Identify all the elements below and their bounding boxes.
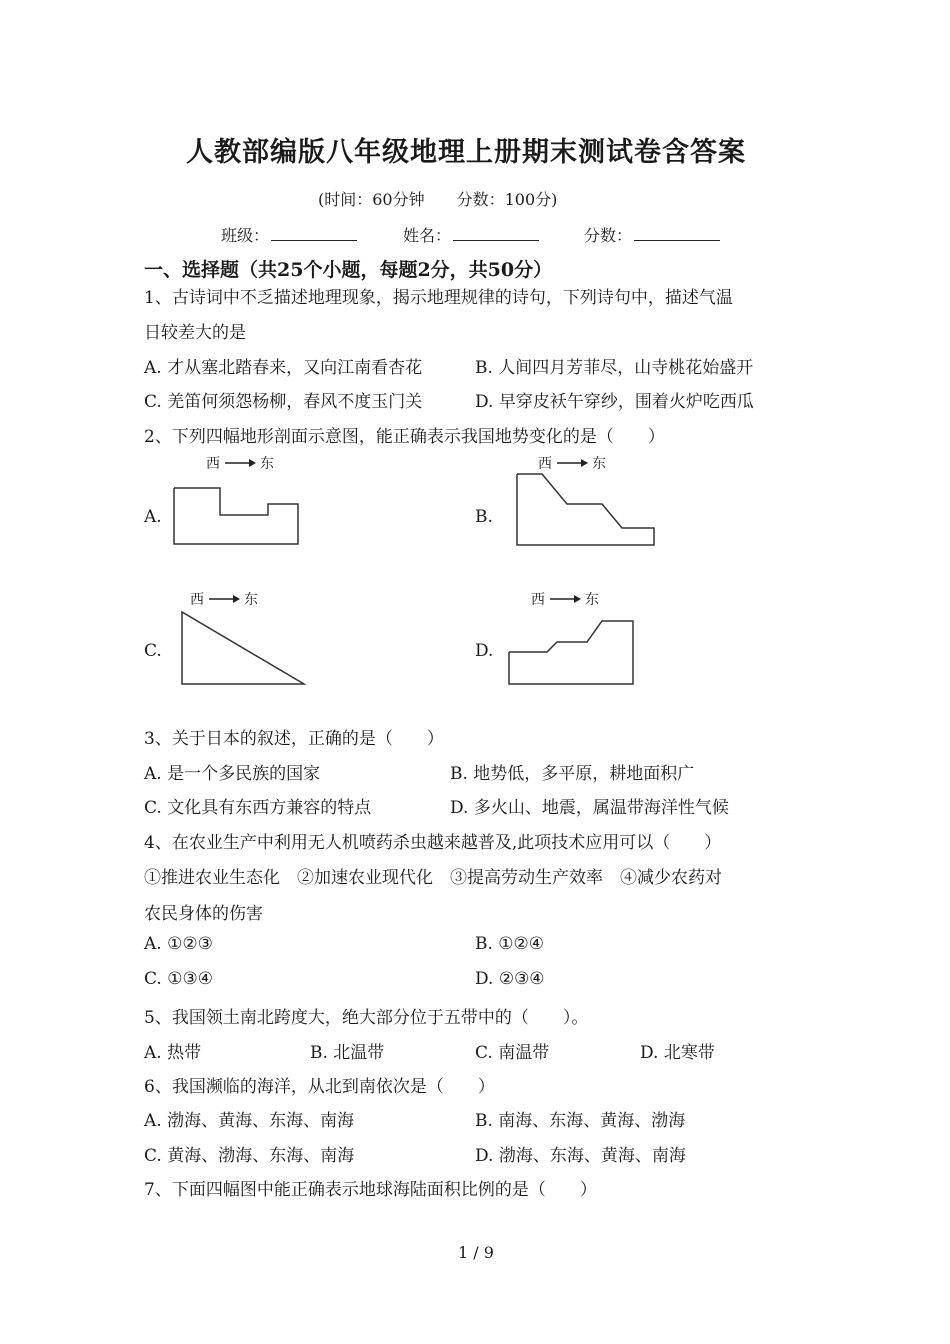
q4-option-b: B. ①②④ bbox=[475, 934, 545, 954]
profile-d-figure bbox=[505, 588, 640, 688]
q5-option-a: A. 热带 bbox=[144, 1043, 202, 1063]
q2-option-a-label: A. bbox=[144, 507, 162, 527]
profile-b-west: 西 bbox=[538, 456, 552, 472]
q6-option-d: D. 渤海、东海、黄海、南海 bbox=[475, 1146, 686, 1166]
section-heading: 一、选择题（共25个小题，每题2分，共50分） bbox=[144, 259, 553, 281]
q4-option-d: D. ②③④ bbox=[475, 969, 545, 989]
profile-a-west: 西 bbox=[206, 456, 220, 472]
profile-c-figure bbox=[178, 588, 313, 688]
q7-stem: 7、下面四幅图中能正确表示地球海陆面积比例的是（ ） bbox=[144, 1180, 597, 1200]
q1-option-a: A. 才从塞北踏春来，又向江南看杏花 bbox=[144, 358, 423, 378]
q3-option-a: A. 是一个多民族的国家 bbox=[144, 764, 321, 784]
q1-option-d: D. 早穿皮袄午穿纱，围着火炉吃西瓜 bbox=[475, 392, 754, 412]
profile-b-figure bbox=[512, 452, 662, 552]
q5-option-c: C. 南温带 bbox=[475, 1043, 550, 1063]
score-field bbox=[584, 223, 720, 246]
profile-d-east: 东 bbox=[585, 592, 599, 608]
q5-stem: 5、我国领土南北跨度大，绝大部分位于五带中的（ ）。 bbox=[144, 1008, 589, 1028]
page-title: 人教部编版八年级地理上册期末测试卷含答案 bbox=[186, 137, 746, 168]
q4-options-line1: ①推进农业生态化 ②加速农业现代化 ③提高劳动生产效率 ④减少农药对 bbox=[144, 868, 722, 888]
class-label: 班级： bbox=[221, 226, 270, 245]
profile-c-arrow-head bbox=[233, 595, 240, 603]
q2-stem: 2、下列四幅地形剖面示意图，能正确表示我国地势变化的是（ ） bbox=[144, 427, 665, 447]
q6-option-c: C. 黄海、渤海、东海、南海 bbox=[144, 1146, 355, 1166]
q3-option-b: B. 地势低，多平原，耕地面积广 bbox=[450, 764, 695, 784]
profile-c-west: 西 bbox=[190, 592, 204, 608]
q2-option-b-label: B. bbox=[475, 507, 493, 527]
name-blank bbox=[453, 226, 539, 241]
q5-option-d: D. 北寒带 bbox=[640, 1043, 715, 1063]
page-number: 1 / 9 bbox=[458, 1243, 494, 1262]
q5-option-b: B. 北温带 bbox=[310, 1043, 385, 1063]
profile-a-figure bbox=[170, 452, 305, 552]
q3-stem: 3、关于日本的叙述，正确的是（ ） bbox=[144, 729, 444, 749]
profile-b-arrow-head bbox=[581, 459, 588, 467]
q6-option-a: A. 渤海、黄海、东海、南海 bbox=[144, 1111, 355, 1131]
q6-stem: 6、我国濒临的海洋，从北到南依次是（ ） bbox=[144, 1077, 495, 1097]
profile-a-arrow-head bbox=[249, 459, 256, 467]
q1-stem-line2: 日较差大的是 bbox=[144, 323, 246, 343]
class-field bbox=[221, 223, 357, 246]
name-label: 姓名： bbox=[403, 226, 452, 245]
class-blank bbox=[271, 226, 357, 241]
q4-stem: 4、在农业生产中利用无人机喷药杀虫越来越普及,此项技术应用可以（ ） bbox=[144, 833, 722, 853]
exam-info: (时间：60分钟 分数：100分) bbox=[318, 190, 558, 209]
q4-option-c: C. ①③④ bbox=[144, 969, 213, 989]
q1-option-b: B. 人间四月芳菲尽，山寺桃花始盛开 bbox=[475, 358, 754, 378]
profile-b-shape bbox=[517, 474, 654, 545]
score-blank bbox=[634, 226, 720, 241]
name-field bbox=[403, 223, 539, 246]
profile-b-east: 东 bbox=[592, 456, 606, 472]
profile-a-shape bbox=[174, 488, 298, 544]
q4-options-line2: 农民身体的伤害 bbox=[144, 904, 263, 924]
q2-option-c-label: C. bbox=[144, 641, 162, 661]
q1-stem-line1: 1、古诗词中不乏描述地理现象，揭示地理规律的诗句，下列诗句中，描述气温 bbox=[144, 288, 733, 308]
profile-c-shape bbox=[182, 612, 304, 684]
q2-option-d-label: D. bbox=[475, 641, 494, 661]
q1-option-c: C. 羌笛何须怨杨柳，春风不度玉门关 bbox=[144, 392, 423, 412]
score-label: 分数： bbox=[584, 226, 633, 245]
profile-a-east: 东 bbox=[260, 456, 274, 472]
q6-option-b: B. 南海、东海、黄海、渤海 bbox=[475, 1111, 686, 1131]
profile-d-shape bbox=[509, 621, 633, 684]
q3-option-c: C. 文化具有东西方兼容的特点 bbox=[144, 798, 372, 818]
profile-d-arrow-head bbox=[574, 595, 581, 603]
profile-c-east: 东 bbox=[244, 592, 258, 608]
q3-option-d: D. 多火山、地震，属温带海洋性气候 bbox=[450, 798, 729, 818]
q4-option-a: A. ①②③ bbox=[144, 934, 213, 954]
profile-d-west: 西 bbox=[531, 592, 545, 608]
